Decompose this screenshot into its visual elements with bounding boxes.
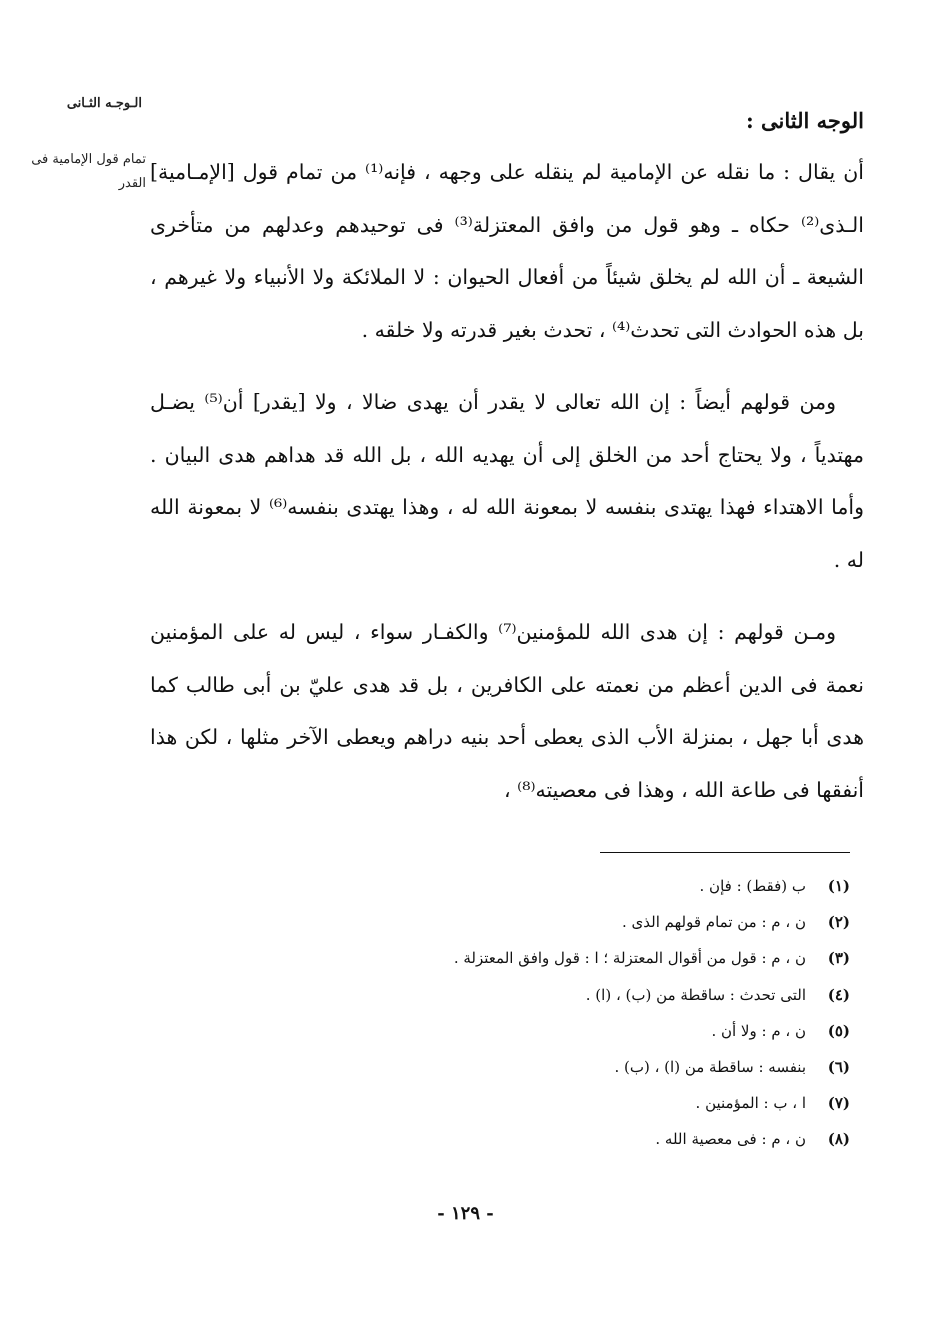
footnote-text: ن ، م : فى معصية الله . [655, 1130, 806, 1149]
margin-topic-note: تمام قول الإمامية فى القدر [31, 152, 146, 191]
paragraph: ومن قولهم أيضاً : إن الله تعالى لا يقدر أن يهدى ضالا ، ولا [يقدر] أن⁽⁵⁾ يضـل مهتدياً ، ولا يحتاج أحد من الخلق إلى أن يهديه الله ، بل الله قد هداهم هدى البيان . وأما الاهتداء فهذا يهتدى بنفسه لا بمعونة الله له ، وهذا يهتدى بنفسه⁽⁶⁾ لا بمعونة الله له . [150, 390, 864, 572]
footnote-text: التى تحدث : ساقطة من (ب) ، (ا) . [585, 985, 806, 1004]
footnote-text: ن ، م : من تمام قولهم الذى . [621, 913, 806, 932]
footnote-number: (٣) [827, 949, 850, 968]
footnote-text: ا ، ب : المؤمنين . [695, 1094, 806, 1113]
footnote-number: (٢) [827, 913, 850, 932]
footnote-text: بنفسه : ساقطة من (ا) ، (ب) . [614, 1057, 806, 1076]
footnote-number: (٤) [827, 985, 850, 1004]
footnote-text: ن ، م : قول من أقوال المعتزلة ؛ ا : قول وافق المعتزلة . [453, 949, 806, 968]
footnote-text: ب (فقط) : فإن . [699, 877, 806, 895]
footnote [300, 944, 850, 980]
footnote-number: (٦) [827, 1057, 850, 1076]
footnote-number: (٥) [827, 1021, 850, 1040]
footnote [300, 1089, 850, 1125]
footnote [300, 908, 850, 944]
footnote-number: (١) [827, 877, 850, 895]
section-title: الوجه الثانى : [745, 108, 864, 133]
main-text [150, 98, 864, 836]
footnote [300, 1125, 850, 1161]
footnote [300, 1053, 850, 1089]
footnote [300, 872, 850, 908]
paragraph: أن يقال : ما نقله عن الإمامية لم ينقله على وجهه ، فإنه⁽¹⁾ من تمام قول [الإمـامية] الـذى⁽²⁾ حكاه ـ وهو قول من وافق المعتزلة⁽³⁾ فى توحيدهم وعدلهم من متأخرى الشيعة ـ أن الله لم يخلق شيئاً من أفعال الحيوان : لا الملائكة ولا الأنبياء ولا غيرهم ، بل هذه الحوادث التى تحدث⁽⁴⁾ ، تحدث بغير قدرته ولا خلقه . [150, 160, 864, 342]
footnote [300, 1017, 850, 1053]
footnote-number: (٧) [827, 1094, 850, 1113]
footnote-text: ن ، م : ولا أن . [711, 1021, 806, 1040]
running-margin-heading: الـوجـه الثـانى [66, 96, 142, 111]
page-number: - ١٢٩ - [437, 1203, 494, 1224]
paragraph: ومـن قولهم : إن هدى الله للمؤمنين⁽⁷⁾ والكفـار سواء ، ليس له على المؤمنين نعمة فى الدين أعظم من نعمته على الكافرين ، بل قد هدى عليّ بن أبى طالب كما هدى أبا جهل ، بمنزلة الأب الذى يعطى أحد بنيه دراهم ويعطى الآخر مثلها ، لكن هذا أنفقها فى طاعة الله ، وهذا فى معصيته⁽⁸⁾ ، [150, 620, 864, 802]
footnote-number: (٨) [827, 1130, 850, 1149]
footnote [300, 981, 850, 1017]
footnote-divider [600, 852, 850, 853]
footnotes-list [300, 872, 850, 1162]
